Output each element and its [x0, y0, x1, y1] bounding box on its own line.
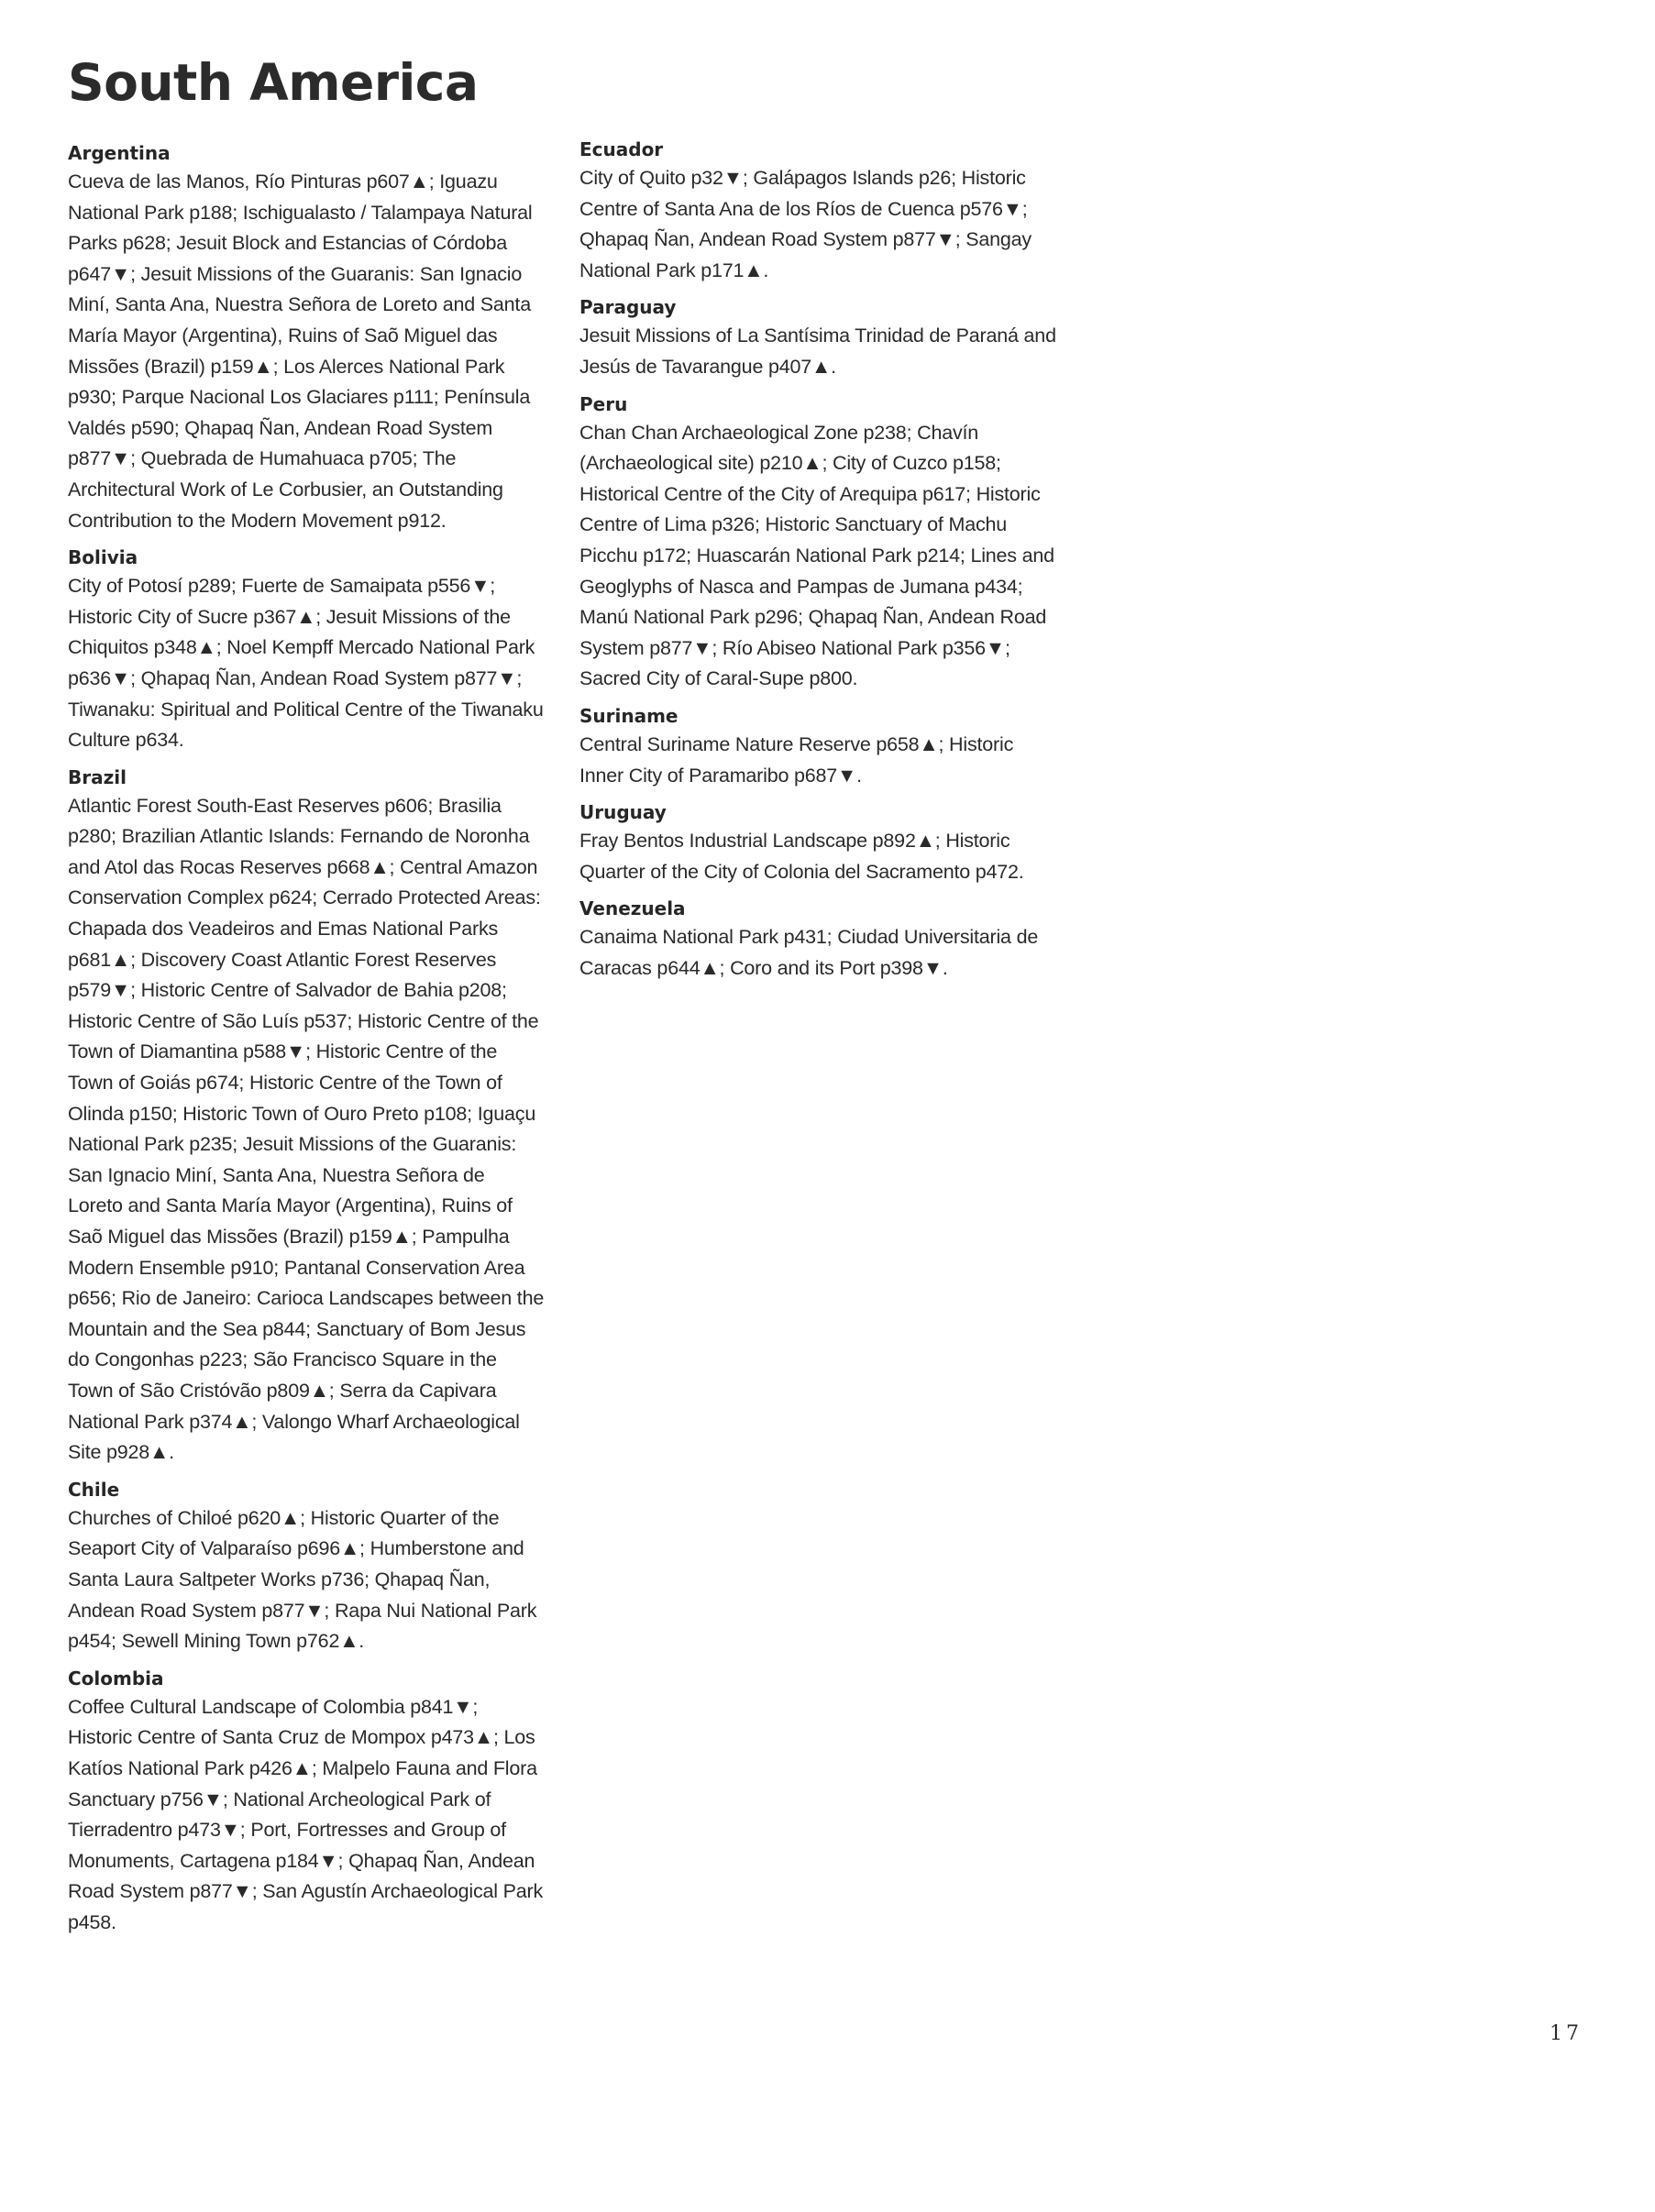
site-list: City of Quito p32▼; Galápagos Islands p26; Historic Centre of Santa Ana de los Ríos de Cuenca p576▼; Qhapaq Ñan, Andean Road System p877▼; Sangay National Park p171▲.: [579, 167, 1032, 281]
country-heading: Brazil: [68, 765, 127, 788]
site-list: Churches of Chiloé p620▲; Historic Quarter of the Seaport City of Valparaíso p696▲; Humberstone and Santa Laura Saltpeter Works p736; Qhapaq Ñan, Andean Road System p877▼; Rapa Nui National Park p454; Sewell Mining Town p762▲.: [68, 1506, 537, 1653]
country-heading: Uruguay: [579, 801, 667, 824]
right-column: [579, 136, 1056, 991]
site-list: Central Suriname Nature Reserve p658▲; Historic Inner City of Paramaribo p687▼.: [579, 732, 1014, 787]
country-entry-bolivia: [68, 544, 545, 756]
country-entry-colombia: [68, 1665, 545, 1939]
country-entry-argentina: [68, 139, 545, 536]
page-title: South America: [68, 53, 479, 112]
site-list: Jesuit Missions of La Santísima Trinidad de Paraná and Jesús de Tavarangue p407▲.: [579, 325, 1056, 378]
country-heading: Ecuador: [579, 138, 664, 160]
site-list: Chan Chan Archaeological Zone p238; Chavín (Archaeological site) p210▲; City of Cuzco p158; Historical Centre of the City of Arequipa p617; Historic Centre of Lima p326; Historic Sanctuary of Machu Picchu p172; Huascarán National Park p214; Lines and Geoglyphs of Nasca and Pampas de Jumana p434; Manú National Park p296; Qhapaq Ñan, Andean Road System p877▼; Río Abiseo National Park p356▼; Sacred City of Caral-Supe p800.: [579, 421, 1054, 690]
country-heading: Venezuela: [579, 897, 686, 920]
country-heading: Colombia: [68, 1667, 164, 1689]
page-number: 17: [1550, 2022, 1583, 2045]
country-heading: Paraguay: [579, 296, 677, 319]
country-heading: Chile: [68, 1478, 120, 1501]
site-list: Cueva de las Manos, Río Pinturas p607▲; Iguazu National Park p188; Ischigualasto / Talampaya Natural Parks p628; Jesuit Block and Estancias of Córdoba p647▼; Jesuit Missions of the Guaranis: San Ignacio Miní, Santa Ana, Nuestra Señora de Loreto and Santa María Mayor (Argentina), Ruins of Saõ Miguel das Missões (Brazil) p159▲; Los Alerces National Park p930; Parque Nacional Los Glaciares p111; Península Valdés p590; Qhapaq Ñan, Andean Road System p877▼; Quebrada de Humahuaca p705; The Architectural Work of Le Corbusier, an Outstanding Contribution to the Modern Movement p912.: [68, 171, 533, 532]
left-column: [68, 139, 545, 1945]
country-entry-brazil: [68, 764, 545, 1469]
country-entry-uruguay: [579, 798, 1056, 887]
country-entry-peru: [579, 391, 1056, 695]
site-list: Canaima National Park p431; Ciudad Universitaria de Caracas p644▲; Coro and its Port p398▼.: [579, 926, 1039, 979]
site-list: Fray Bentos Industrial Landscape p892▲; Historic Quarter of the City of Colonia del Sacramento p472.: [579, 830, 1024, 883]
site-list: City of Potosí p289; Fuerte de Samaipata p556▼; Historic City of Sucre p367▲; Jesuit Missions of the Chiquitos p348▲; Noel Kempff Mercado National Park p636▼; Qhapaq Ñan, Andean Road System p877▼; Tiwanaku: Spiritual and Political Centre of the Tiwanaku Culture p634.: [68, 575, 544, 752]
country-entry-ecuador: [579, 136, 1056, 286]
country-entry-chile: [68, 1476, 545, 1657]
country-entry-venezuela: [579, 895, 1056, 984]
country-entry-paraguay: [579, 293, 1056, 382]
country-heading: Argentina: [68, 142, 171, 164]
country-heading: Peru: [579, 392, 628, 415]
country-heading: Suriname: [579, 704, 679, 727]
country-entry-suriname: [579, 702, 1056, 791]
site-list: Atlantic Forest South-East Reserves p606; Brasilia p280; Brazilian Atlantic Islands: Fernando de Noronha and Atol das Rocas Reserves p668▲; Central Amazon Conservation Complex p624; Cerrado Protected Areas: Chapada dos Veadeiros and Emas National Parks p681▲; Discovery Coast Atlantic Forest Reserves p579▼; Historic Centre of Salvador de Bahia p208; Historic Centre of São Luís p537; Historic Centre of the Town of Diamantina p588▼; Historic Centre of the Town of Goiás p674; Historic Centre of the Town of Olinda p150; Historic Town of Ouro Preto p108; Iguaçu National Park p235; Jesuit Missions of the Guaranis: San Ignacio Miní, Santa Ana, Nuestra Señora de Loreto and Santa María Mayor (Argentina), Ruins of Saõ Miguel das Missões (Brazil) p159▲; Pampulha Modern Ensemble p910; Pantanal Conservation Area p656; Rio de Janeiro: Carioca Landscapes between the Mountain and the Sea p844; Sanctuary of Bom Jesus do Congonhas p223; São Francisco Square in the Town of São Cristóvão p809▲; Serra da Capivara National Park p374▲; Valongo Wharf Archaeological Site p928▲.: [68, 794, 545, 1464]
site-list: Coffee Cultural Landscape of Colombia p841▼; Historic Centre of Santa Cruz de Mompox p473▲; Los Katíos National Park p426▲; Malpelo Fauna and Flora Sanctuary p756▼; National Archeological Park of Tierradentro p473▼; Port, Fortresses and Group of Monuments, Cartagena p184▼; Qhapaq Ñan, Andean Road System p877▼; San Agustín Archaeological Park p458.: [68, 1695, 544, 1933]
country-heading: Bolivia: [68, 546, 138, 569]
